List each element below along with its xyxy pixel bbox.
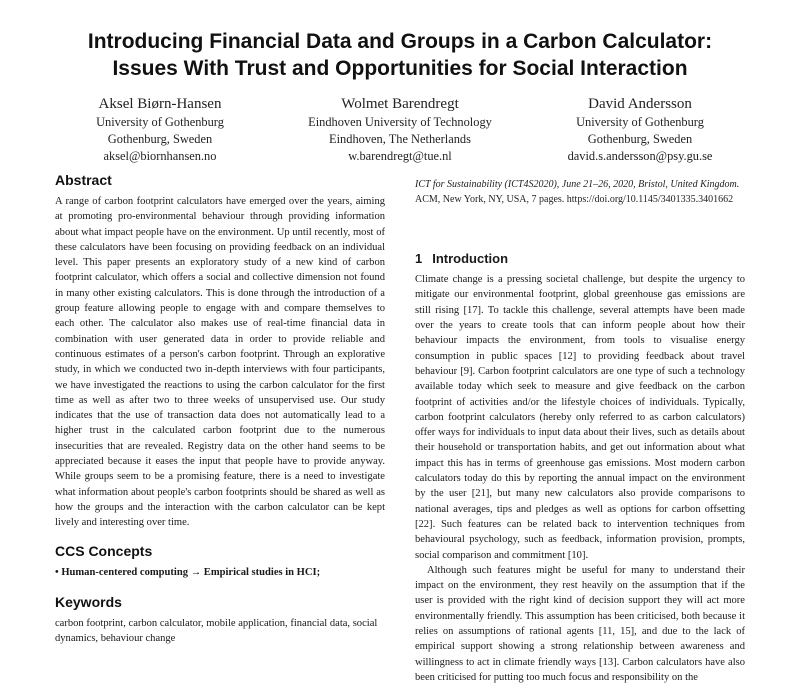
author-email[interactable]: w.barendregt@tue.nl xyxy=(348,149,452,163)
introduction-heading xyxy=(415,251,745,266)
abstract-text: A range of carbon footprint calculators have emerged over the years, aiming at promoting pro-environmental behaviour through providing information about what impact people have on the environment. Up until recently, most of these calculators have been focusing on providing feedback on an individual level. This paper presents an exploratory study of a new kind of carbon footprint calculator, which offers a social and collective dimension not found in many other existing calculators. This is done through the introduction of a group feature allowing people to engage with and compare themselves to each other. The calculator also makes use of real-time financial data in combination with user generated data in order to provide reliable and continuous estimates of a person's carbon footprint. Through an explorative study, in which we conducted two in-depth interviews with four participants, we have investigated the reactions to using the carbon calculator for the first time as well as after two to three weeks of unsupervised use. Our study indicates that the use of transaction data does not automatically lead to a higher trust in the calculated carbon footprint due to the numerous insecurities that are revealed. Registry data on the other hand seems to be appreciated because it eases the input that people have to provide anyway. While groups seem to be a promising feature, there is a need to investigate what information about people's carbon footprints should be shared as well as how the groups and the interaction with the carbon calculator can be kept lively and interesting over time. xyxy=(55,196,385,529)
left-column xyxy=(55,172,385,646)
author-name: Wolmet Barendregt xyxy=(341,96,459,112)
author-affiliation: Eindhoven University of Technology xyxy=(308,115,492,129)
venue-info xyxy=(415,178,745,207)
author-name: David Andersson xyxy=(588,96,692,112)
ccs-concepts: • Human-centered computing → Empirical studies in HCI; xyxy=(55,566,321,578)
section-number: 1 xyxy=(415,251,423,267)
intro-paragraph-1: Climate change is a pressing societal challenge, but despite the urgency to mitigate our environmental footprint, global greenhouse gas emissions are still rising [17]. To tackle this challenge, several attempts have been made over the years to create tools that can inform people about how their behaviour impacts the environment, from tools to visualise energy consumption in public spaces [12] to providing feedback about travel behaviour [9]. Carbon footprint calculators are one type of such a technology available today which seek to measure and give feedback on the carbon footprint of activities and/or the lifestyle choices of individuals. Typically, carbon footprint calculators (hereby only referred to as carbon calculators) offer ways for individuals to input data about their lives, such as details about their household or transportation habits, and get out information about what impact this has in terms of greenhouse gas emissions. Most modern carbon calculators today do this by reporting the annual impact on the environment by the user [21], but many new calculators also provide comparisons to national averages, tips and pledges as well as options for carbon offsetting [22]. Such features can be related back to intervention techniques from behavioural psychology, such as feedback, information provision, prompts, social comparison and commitment [10]. xyxy=(415,274,745,561)
author-2 xyxy=(280,94,520,165)
author-location: Gothenburg, Sweden xyxy=(587,132,693,146)
paper-title xyxy=(30,28,770,82)
author-location: Eindhoven, The Netherlands xyxy=(329,132,471,146)
intro-paragraph-2: Although such features might be useful for many to understand their impact on the environment, they rest heavily on the assumption that if the user is provided with the right kind of decision support they will act more environmentally friendly. This assumption has been criticised, both because it relies on assumptions of rational agents [11, 15], and due to the lack of empirical support showing a strong relationship between awareness and willingness to act in climate friendly ways [13]. Carbon calculators have also been criticised for putting too much focus and responsibility on the xyxy=(415,564,745,683)
author-affiliation: University of Gothenburg xyxy=(576,115,704,129)
author-email[interactable]: david.s.andersson@psy.gu.se xyxy=(567,149,713,163)
venue-line-2[interactable]: ACM, New York, NY, USA, 7 pages. https://doi.org/10.1145/3401335.3401662 xyxy=(415,193,734,205)
venue-line-1: ICT for Sustainability (ICT4S2020), June 21–26, 2020, Bristol, United Kingdom. xyxy=(415,179,740,190)
title-line-1: Introducing Financial Data and Groups in a Carbon Calculator: xyxy=(87,30,713,53)
title-line-2: Issues With Trust and Opportunities for Social Interaction xyxy=(112,57,688,80)
author-name: Aksel Biørn-Hansen xyxy=(98,96,222,112)
section-title: Introduction xyxy=(432,251,509,267)
author-affiliation: University of Gothenburg xyxy=(96,115,224,129)
keywords-text: carbon footprint, carbon calculator, mobile application, financial data, social dynamics, behaviour change xyxy=(55,617,378,644)
keywords-heading: Keywords xyxy=(55,593,122,610)
ccs-heading: CCS Concepts xyxy=(55,542,153,559)
abstract-heading: Abstract xyxy=(55,172,112,188)
author-email[interactable]: aksel@biornhansen.no xyxy=(103,149,217,163)
author-1 xyxy=(40,94,280,165)
right-column xyxy=(415,178,745,685)
author-3 xyxy=(520,94,760,165)
author-location: Gothenburg, Sweden xyxy=(107,132,213,146)
